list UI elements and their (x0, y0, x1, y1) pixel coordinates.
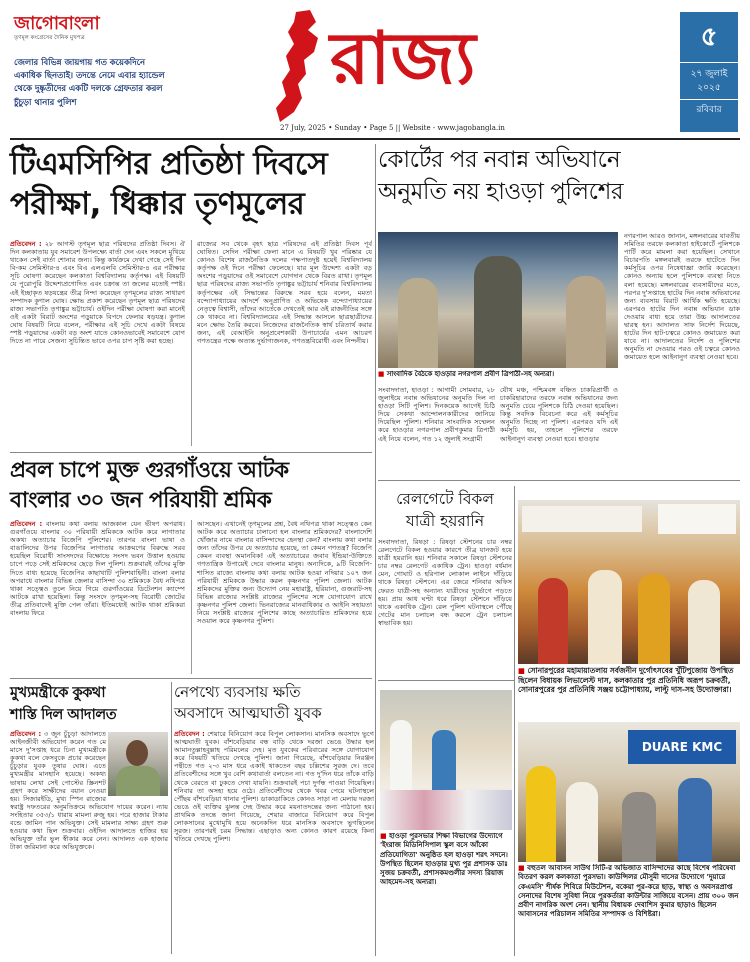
body-text: শেয়ারে বিনিয়োগ করে বিপুল লোকসান। মানসিক অবসাদে ভুগে আত্মঘাতী যুবক। বাঁশবেড়িয়ার বন্ধ বাড়ি থেকে দরজা ভেঙে উদ্ধার হল আমানতুল্লাহবুল্লাহ পরিমলের দেহ। মৃত যুবকের পরিবারের সঙ্গে যোগাযোগ করে বিষয়টি খতিয়ে দেখছে পুলিশ। জানা গিয়েছে, বাঁশবেড়িয়ার নিরঞ্জন পন্থীতে গত ২-৩ মাস ধরে একাই থাকতেন বছর চল্লিশের সুরজ দে। তবে প্রতিবেশীদের সঙ্গে খুব বেশি কথাবার্তা বলতেন না। গত দু'দিন ধরে তাঁকে বাড়ি থেকে বেরতে বা ঢুকতে দেখা যায়নি। শুক্রবারই পচা দুর্গন্ধ পাওয়া গিয়েছিল। শনিবার তা অসহ্য হয়ে ওঠে। প্রতিবেশীদের থেকে খবর পেয়ে ঘটনাস্থলে পৌঁছয় বাঁশবেড়িয়া থানার পুলিশ। ডাকাডাকিতে কোনও সাড়া না মেলায় দরজা ভেঙে ওই ব্যক্তির ঝুলন্ত দেহ উদ্ধার করে ময়নাতদন্তের জন্য পাঠানো হয়। প্রাথমিক তদন্তে জানা গিয়েছে, শেয়ার বাজারে বিনিয়োগ করে বিপুল লোকসানের মুখোমুখি হয়ে অনেকদিন ধরে মানসিক অবসাদে ভুগছিলেন সুরজ। তারপরই চরম সিদ্ধান্ত। এছাড়াও অন্য কোনও কারণ রয়েছে কিনা খতিয়ে দেখছে পুলিশ। (174, 730, 374, 844)
teaser-text: জেলার বিভিন্ন জায়গায় গত কয়েকদিনে একাধিক ছিনতাই। তদন্তে নেমে এবার হ্যান্ডেল থেকে দুষ্কৃতীদের একটি দলকে গ্রেফতার করল চুঁচুড়া থানার পুলিশ (14, 57, 165, 107)
duare-kmc-photo (518, 722, 740, 862)
officer-figure (566, 276, 606, 368)
page-meta-line: 27 July, 2025 • Sunday • Page 5 || Website - www.jagobangla.in (280, 124, 505, 132)
jagobangla-logo[interactable] (14, 14, 126, 50)
story-text (10, 730, 168, 952)
byline: প্রতিবেদন : (10, 730, 42, 738)
duare-kmc-banner: DUARE KMC (628, 730, 736, 764)
divider (10, 452, 372, 453)
masthead (0, 0, 750, 140)
body-text: রাজ্যের সব থেকে বৃহৎ ছাত্র পরিষদের এই প্রতিষ্ঠা দিবস পূর্ব ঘোষিত। সেদিন পরীক্ষা ফেলা মানে এ বিষয়টি খুব পরিষ্কার যে কোনও বিশেষ রাজনৈতিক দলের পক্ষপাতদুষ্ট হয়েই বিশ্ববিদ্যালয় কর্তৃপক্ষ ওই দিনে পরীক্ষা ফেলেছে। যার মূল উদ্দেশ্য একটা বড় অংশের পড়ুয়াদের ওই সমাবেশে যোগদান থেকে বিরত রাখা। তৃণমূল ছাত্র পরিষদের রাজ্য সভাপতি তৃণাঙ্কুর ভট্টাচার্য শনিবার বিশ্ববিদ্যালয় কর্তৃপক্ষের এই সিদ্ধান্তের বিরুদ্ধে সরব হয়ে বলেন, মমতা বন্দ্যোপাধ্যায়ের আদর্শে অনুপ্রাণিত ও অভিষেক বন্দ্যোপাধ্যায়ের নেতৃত্বে বিশ্বাসী, তাঁদের আর্তেকে দেখতেই আর ওই রাজনীতির সঙ্গে কে থাকবে না। বিশ্ববিদ্যালয়ের এই সিদ্ধান্ত আসলে ছাত্রছাত্রীদের মনে ক্ষোভ তৈরি করবে। নিজেদের রাজনৈতিক স্বার্থ চরিতার্থ করার জন্য, এই বেআইনি অনুপ্রবেশকারী উপাচার্যের এমন আচরণ গণতন্ত্রের পক্ষে অত্যন্ত দুর্ভাগ্যজনক, গণতন্ত্রবিরোধী এবং নিন্দনীয়। (197, 240, 372, 346)
caption-text: সাংবাদিক বৈঠকে হাওড়ার নগরপাল প্রবীণ ত্রিপাঠী-সহ অন্যরা। (386, 370, 555, 378)
bullet-icon: ■ (518, 666, 525, 675)
date-box (680, 12, 738, 132)
person-figure (526, 766, 556, 862)
story-train[interactable] (378, 488, 512, 676)
logo-text: জাগোবাংলা (14, 13, 100, 34)
day-text: রবিবার (680, 99, 738, 117)
byline: প্রতিবেদন : (174, 730, 205, 738)
story-column (10, 240, 185, 446)
headline: নেপথ্যে ব্যবসায় ক্ষতি (174, 683, 301, 701)
story-workers[interactable] (10, 456, 372, 676)
person-figure (566, 782, 598, 862)
person-figure (588, 570, 622, 664)
story-text (174, 730, 374, 954)
body-text: সংবাদদাতা, রিষড়া : রিষড়া স্টেশনের চার নম্বর রেলগেটে বিকল হওয়ার কারণে তীব্র যানজট হয়ে যাত্রী হয়রানি হয়। শনিবার সকালে রিষড়া স্টেশনের চার নম্বর রেলগেট একাধিক ট্রেন। হাওড়া বর্ধমান মেন, গোঘাট ও হরিপাল লোকাল লাইনে দাঁড়িয়ে থাকে রিষড়া স্টেশনে। এর জেরে শনিবার অফিস ফেরত যাত্রী-সহ অন্যান্য যাত্রীদের দুর্ভোগে পড়তে হয়। প্রায় আধ ঘণ্টা ধরে রিষড়া স্টেশনে দাঁড়িয়ে থাকে একাধিক ট্রেন। রেল পুলিশ ঘটনাস্থলে পৌঁছে গেটের মান চলাচল বন্ধ করলে ট্রেন চলাচল স্বাভাবিক হয়। (378, 538, 512, 627)
body-text: আসছেন। এখানেই তৃণমূলের প্রশ্ন, বৈধ নথিপত্র থাকা সত্ত্বেও কেন আটক করে অত্যাচার চালানো হল বাংলার শ্রমিকদের? বাংলাদেশি খোঁজার নামে বাংলার বাসিন্দাদের হেনস্থা কেন? বাংলায় কথা বলার জন্য তাঁদের উপর যে অত্যাচার হয়েছে, তা কেমন গণতন্ত্র? বিজেপি কেমন ব্যবস্থা অমানবিক! এই অত্যাচারের জবাব ইন্ডিয়া-উক্তিতে গণতান্ত্রিক উপায়েই দেবে বাংলার মানুষ। অন্যদিকে, ৯টি বিজেপি-শাসিত রাজ্যে বাংলায় কথা বলায় আটক হওয়া নদিয়ার ১০৭ জন পরিযায়ী শ্রমিককে উদ্ধার করল কৃষ্ণনগর পুলিশ জেলা। আটক শ্রমিকদের মুক্তির জন্য উদ্যোগ নেয় মহারাষ্ট্র, হরিয়ানা, গুজরাট-সহ বিভিন্ন রাজ্যের সংশ্লিষ্ট রাজ্যের পুলিশের সঙ্গে যোগাযোগ রাখে কৃষ্ণনগর পুলিশ জেলা। ভিনরাজ্যের মানবাধিকার ও আইনি সহায়তা নিয়ে সংশ্লিষ্ট রাজ্যের পুলিশের কাছে অত্যাচারিত শ্রমিকদের হয়ে সওয়াল করে কৃষ্ণনগর পুলিশ। (197, 520, 372, 626)
bullet-icon: ■ (378, 370, 385, 378)
photo-caption (518, 666, 740, 714)
khuti-puja-photo (518, 500, 740, 664)
story-column (500, 386, 618, 472)
headline-line2: শাস্তি দিল আদালত (10, 706, 117, 723)
divider (10, 678, 372, 679)
story-column (10, 520, 185, 674)
logo-tagline: তৃণমূল কংগ্রেসের দৈনিক মুখপত্র (14, 35, 85, 41)
headline-line2: পরীক্ষা, ধিক্কার তৃণমূলের (10, 186, 305, 222)
headline-line2: অবসাদে আত্মঘাতী যুবক (174, 704, 322, 722)
bullet-icon: ■ (380, 832, 387, 840)
caption-text: সোনারপুরের মহামায়াতলায় সর্বজনীন দুর্গোৎসবের খুঁটিপুজোয় উপস্থিত ছিলেন বিধায়ক লিভালেস্ট দাস, কলকাতার পুর প্রতিনিধি অরূপ চক্রবর্তী, সোনারপুরের পুর প্রতিনিধি সঞ্জয় চট্টোপাধ্যায়, লাল্টু দাস-সহ উদ্যোক্তারা। (518, 666, 734, 694)
person-figure (638, 574, 670, 664)
caption-text: হাওড়া পুরসভার শিক্ষা বিভাগের উদ্যোগে 'ইংরাজ মিডিনিসিপাল স্কুল বসে আঁকো প্রতিযোগিতা' অনুষ্ঠিত হল হাওড়া শরৎ সদনে। উপস্থিত ছিলেন হাওড়ার মুখ্য পুর প্রশাসক ডাঃ সুজয় চক্রবর্তী, প্রশাসকমণ্ডলীর সদস্য রিয়াজ আহমেদ-সহ অন্যরা। (380, 832, 508, 887)
story-side-column (624, 232, 740, 472)
divider (375, 144, 376, 956)
story-court[interactable] (10, 682, 168, 954)
photo-caption (380, 832, 512, 956)
person-figure (622, 792, 656, 862)
divider (378, 680, 514, 681)
story-column (191, 520, 372, 674)
photo-caption (378, 370, 618, 382)
date-text: ২৭ জুলাই ২০২৫ (680, 62, 738, 95)
headline: কোর্টের পর নবান্ন অভিযানে (378, 147, 621, 173)
story-suicide[interactable] (174, 682, 374, 954)
student-group (380, 790, 512, 830)
headline-line2: যাত্রী হয়রানি (405, 512, 485, 530)
body-text: ২৮ আগস্ট তৃণমূল ছাত্র পরিষদের প্রতিষ্ঠা দিবস। ঐ দিন কলকাতায় যুব সমাবেশ উপলক্ষ্যে বার্তা দেন এবং সকলে মুখিয়ে থাকেন সেই বার্তা শোনার জন্য। কিন্তু কার্যক্রমে দেখা গেছে সেই দিন বি-কম সেমিস্টার-৪ এবং বিএ এলএলবি সেমিস্টার-৪ এর পরীক্ষার সূচি ঘোষণা করেছেন কলকাতা বিশ্ববিদ্যালয় কর্তৃপক্ষ। এই বিষয়টি যে পুরোপুরি উদ্দেশ্যপ্রণোদিত এবং চক্রান্ত তা জলের মতোই স্পষ্ট। এই ইচ্ছাকৃত ষড়যন্ত্রের তীব্র নিন্দা করেছেন তৃণমূলের রাজ্য সাধারণ সম্পাদক কুণাল ঘোষ। ক্ষোভ প্রকাশ করেছেন তৃণমূল ছাত্র পরিষদের রাজ্য সভাপতি তৃণাঙ্কুর ভট্টাচার্য। ওইদিন পরীক্ষা ঘোষণা করা মানেই ওই একটা বিরাট অংশের পড়ুয়াকে বিপদে ফেলার ষড়যন্ত্র। কুণাল ঘোষ বিষয়টি নিয়ে বলেন, পরীক্ষার এই সূচি দেখে একটা বিষয়ে স্পষ্ট পড়ুয়াদের একটা বড় অংশ যাতে কোনওভাবেই সমাবেশে যোগ দিতে না পারে সেজন্য সুচিন্তিত ভাবে ওপর চাপ সৃষ্টি করা হচ্ছে। (10, 240, 185, 346)
teaser-box[interactable] (14, 56, 172, 132)
person-figure (678, 778, 712, 862)
divider (171, 682, 172, 954)
body-text: যৌথ মঞ্চ, পশ্চিমবঙ্গ বঞ্চিত চাকরিপ্রার্থী ও চাকরিহারাদের তরফে নবান্ন অভিযানের জন্য অনুমতি চেয়ে পুলিশকে চিঠি দেওয়া হয়েছিল। কিন্তু সবদিক বিবেচনা করে এই কর্মসূচির অনুমতি দিচ্ছে না পুলিশ। এরপরও যদি এই কর্মসূচি হয়, তাহলে পুলিশের তরফে আইনানুগ ব্যবস্থা নেওয়া হবে। হাওড়ার (500, 386, 618, 443)
caption-text: বহুতল আবাসন সাউথ সিটি-র অভিজাত বাসিন্দাদের কাছে বিশেষ পরিষেবা বিতরণ করল কলকাতা পুরসভা। কাউন্সিলর মৌসুমী দাসের উদ্যোগে 'দুয়ারে কেএমসি' শীর্ষক শিবিরে মিউটেশন, বকেয়া পুর-করে ছাড়, স্বাস্থ্য ও অবসরপ্রাপ্ত সেনাদের বিশেষ সুবিধা নিয়ে পুরকর্তারা কাউন্টার সাজিয়ে বসেন। প্রায় ৩০০ জন প্রবীণ নাগরিক অংশ নেন। স্থানীয় বিধায়ক দেবাশিস কুমার ছাড়াও ছিলেন আবাসনের পরিচালন সমিতির সম্পাদক ও বিশিষ্টরা। (518, 864, 739, 919)
headline: প্রবল চাপে মুক্ত গুরগাঁওয়ে আটক (10, 458, 289, 483)
masthead-rule (10, 138, 740, 140)
divider (514, 486, 515, 956)
story-text (378, 538, 512, 670)
officer-figure (398, 278, 438, 368)
person-figure (390, 720, 412, 790)
story-column (378, 386, 495, 472)
body-text: ৩ জুন চুঁচুড়া আদালতে আইনজীবী অভিযোগ করেন গত মে মাসে দু'সপ্তাহ ধরে চিনা মুখ্যমন্ত্রীকে কুকথা বলে ফেসবুকে প্রচার করেছেন চুঁচুড়ার যুবক তুষার ঘোষ। এতে মুখ্যমন্ত্রীর মানহানি হয়েছে। অকথ্য ভাষায় লেখা সেই পোস্টের স্ক্রিনশট গ্রহণ করে সাক্ষীদের বয়ান নেওয়া হয়। সিজারইডি, মুখ্য স্পিন রাজ্যের স্বরাষ্ট্র দফতরের অনুমতিক্রমে অভিযোগ দায়ের করেন। ন্যায় সংহিতার ৩৫৩/১ ধারায় মামলা রুজু হয়। পরে হাজার টাকার বন্ডে জামিন পান অভিযুক্ত। সেই মামলার সাক্ষ্য গ্রহণ শুরু হওয়ার কথা ছিল শুক্রবার। ওইদিন আদালতে হাজির হয় অভিযুক্ত তাঁর ভুল স্বীকার করে নেন। আদালত এক হাজার টাকা জরিমানা করে অভিযুক্তকে। (10, 730, 168, 852)
page-section-title: রাজ্য (330, 16, 476, 100)
person-figure (538, 578, 568, 664)
byline: প্রতিবেদন : (10, 240, 42, 248)
headline-line2: অনুমতি নয় হাওড়া পুলিশের (378, 179, 624, 205)
person-figure (432, 730, 456, 790)
bullet-icon: ■ (518, 864, 525, 872)
headline-line2: বাংলার ৩০ জন পরিযায়ী শ্রমিক (10, 488, 272, 513)
headline: মুখ্যমন্ত্রীকে কুকথা (10, 684, 106, 701)
headline: টিএমসিপির প্রতিষ্ঠা দিবসে (10, 146, 328, 182)
officer-figure (474, 256, 522, 368)
body-text: বাংলায় কথা বলায় আজকাল যেন ভীষণ অপরাধ। গুরগাঁওয়ে বাংলার ৩০ পরিযায়ী শ্রমিককে আটক করে লাগাতার অকথ্য অত্যাচার বিজেপি পুলিশের। তারপর বাংলা ভাষা ও বাঙালিদের উপর বিজেপির লাগাতার আক্রমণের বিরুদ্ধে সরব হয়েছিল বিরোধী সাংসদদের বিক্ষোভে সংসদ ভবন উত্তাল হওয়ায় চাপে পড়ে সেই শ্রমিকদের ছেড়ে দিল পুলিশ। শুক্রবারই তাঁদের মুক্তি দিতে বাধ্য হয়েছে বিজেপির কাছাখাটি পুলিশবাহিনী। বাংলা বলার অপরাধে বাংলার বিভিন্ন জেলার বাসিন্দা ৩০ শ্রমিককে বৈধ নথিপত্র থাকা সত্ত্বেও তুলে নিয়ে গিয়ে গুরগাঁওয়ের ডিটেনশন ক্যাম্পে আটকে রাখা হয়েছিল। কিন্তু সংসদে তৃণমূল-সহ বিরোধী জোটের তীব্র প্রতিবাদেই মুক্তি পেল তাঁরা। ইতিমধ্যেই আটক থাকা শ্রমিকরা বাংলায় ফিরে (10, 520, 185, 618)
story-column (191, 240, 372, 446)
headline: রেলগেটে বিকল (396, 490, 494, 508)
banner-sign (658, 504, 736, 534)
byline: প্রতিবেদন : (10, 520, 43, 528)
press-meet-photo (378, 232, 618, 368)
body-text: সংবাদদাতা, হাওড়া : আগামী সোমবার, ২৮ জুলাইয়ে নবান্ন অভিযানের অনুমতি দিল না হাওড়া সিটি পুলিশ। দিনকয়েক আগেই চিঠি দিয়ে সেকথা আন্দোলনকারীদের জানিয়ে দিয়েছিল পুলিশ। শনিবার সাংবাদিক সম্মেলন করে হাওড়ার নগরপাল প্রবীণকুমার ত্রিপাঠী এই নিয়ে বলেন, গত ১২ জুলাই সংগ্রামী (378, 386, 495, 443)
school-competition-photo (380, 690, 512, 830)
person-figure (688, 580, 720, 664)
story-howrah[interactable] (378, 144, 740, 472)
story-tmcp[interactable] (10, 144, 372, 448)
body-text: নগরপাল আরও জানান, মঙ্গলবারের যাবতীয় সমিতির তরফে কলকাতা হাইকোর্টে পুলিশকে পার্টি করে মামলা করা হয়েছিল। সেখানে বিচারপতি মঙ্গলবারই তরফে হাটেতে দিন কর্মসূচির ওপর নিষেধাজ্ঞা জারি করেছেন। কোনও অন্যায় হলে পুলিশকে ব্যবস্থা নিতে বলা হয়েছে। মঙ্গলবারের ব্যবসায়ীদের মতে, পরপর দু'সপ্তাহে হাটের দিন নবান্ন অভিযানের জন্য ব্যবসায় বিরাট আর্থিক ক্ষতি হয়েছে। এরপরও হাটের দিন নবান্ন অভিযান ডাক দেওয়ায় বাধ্য হয়ে তারা উচ্চ আদালতের দ্বারস্থ হন। আদালত সাফ নির্দেশ দিয়েছে, হাটের দিন হাট-চত্বরে কোনও জমায়েত করা যাবে না। আদালতের নির্দেশ ও পুলিশের অনুমতি না দেওয়ার পরও ওই চত্বরে কোনও জমায়েত হলে আইনানুগ ব্যবস্থা নেওয়া হবে। (624, 232, 740, 362)
banner-sign (522, 506, 642, 532)
photo-caption (518, 864, 740, 956)
photo-wrap-space (106, 730, 168, 798)
divider (378, 480, 740, 481)
page-number: ৫ (700, 22, 718, 52)
